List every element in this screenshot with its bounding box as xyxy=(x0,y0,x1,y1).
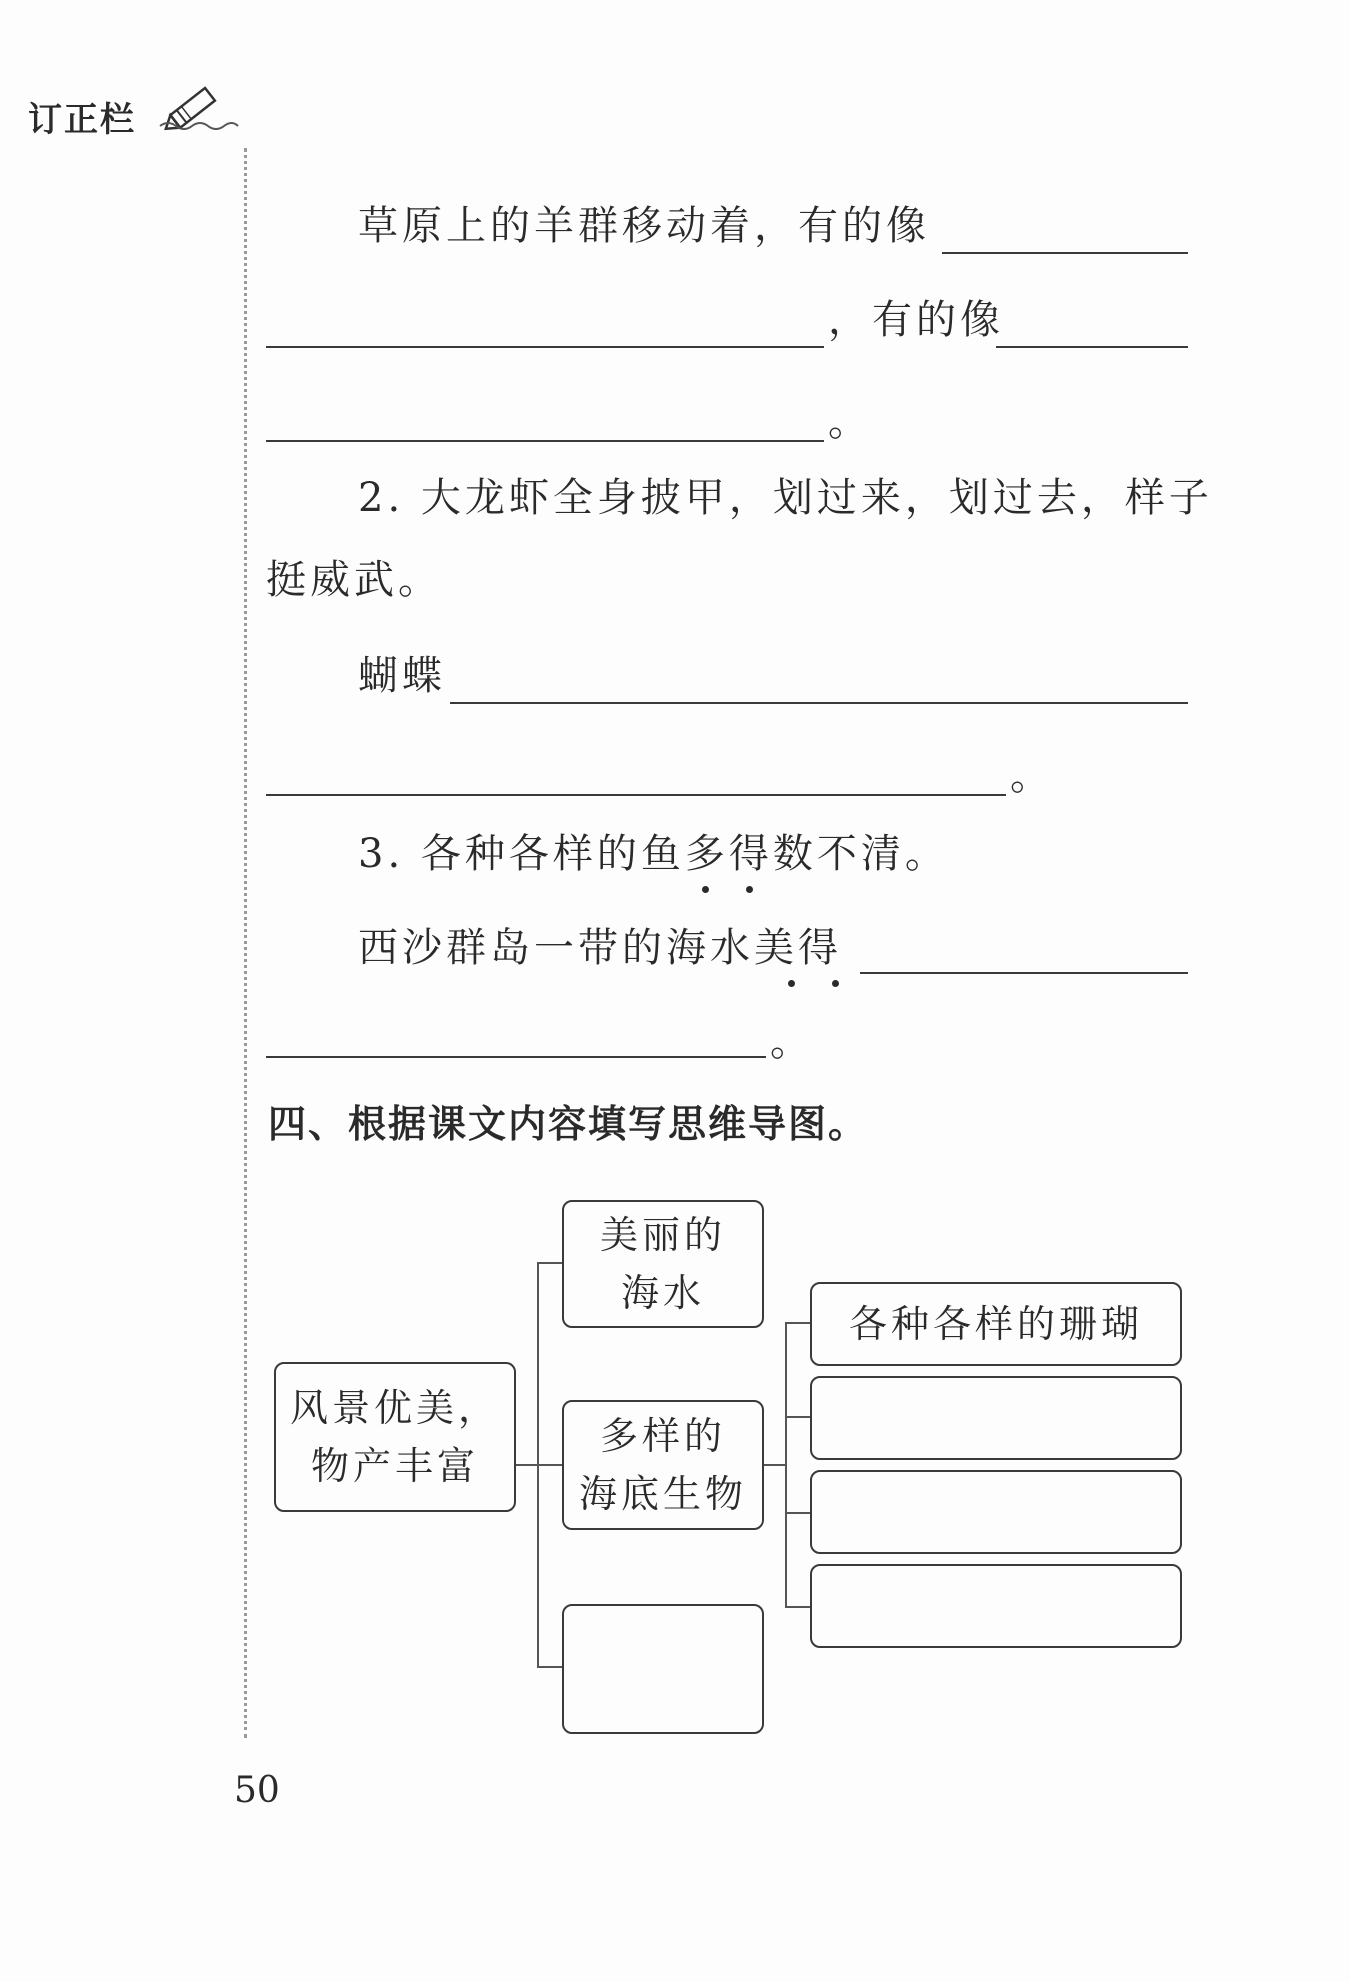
emphasis-dot xyxy=(746,886,753,893)
correction-margin-divider xyxy=(244,148,247,1738)
section4-heading: 四、根据课文内容填写思维导图。 xyxy=(268,1102,869,1146)
correction-column-title: 订正栏 xyxy=(28,100,136,140)
exercise2-answer-blank-1[interactable] xyxy=(450,702,1188,704)
connector-line xyxy=(785,1606,811,1608)
connector-line xyxy=(785,1322,787,1608)
exercise3-line1: 3. 各种各样的鱼多得数不清。 xyxy=(358,831,949,877)
connector-line xyxy=(785,1512,811,1514)
connector-line xyxy=(537,1464,563,1466)
mindmap-branch-creatures-box xyxy=(562,1400,764,1530)
exercise3-answer-prefix: 西沙群岛一带的海水美得 xyxy=(358,925,842,971)
page-number: 50 xyxy=(234,1770,280,1811)
emphasis-dot xyxy=(788,980,795,987)
connector-line xyxy=(785,1322,811,1324)
mindmap-leaf-blank-box-3[interactable] xyxy=(810,1564,1182,1648)
exercise2-line2: 挺威武。 xyxy=(266,557,442,603)
emphasis-dot xyxy=(832,980,839,987)
mindmap-root-line1: 风景优美， xyxy=(289,1386,500,1430)
mindmap-root-box xyxy=(274,1362,516,1512)
connector-line xyxy=(514,1464,538,1466)
exercise1-answer-blank-2[interactable] xyxy=(266,346,824,348)
pencil-icon xyxy=(150,76,240,136)
exercise3-answer-blank-1[interactable] xyxy=(860,972,1188,974)
mindmap-leaf-coral-label: 各种各样的珊瑚 xyxy=(848,1302,1143,1346)
exercise1-line2: ，有的像 xyxy=(828,297,1004,343)
exercise2-period: 。 xyxy=(1010,753,1054,799)
exercise1-answer-blank-4[interactable] xyxy=(266,440,824,442)
mindmap-root-line2: 物产丰富 xyxy=(310,1444,479,1488)
exercise2-answer-blank-2[interactable] xyxy=(266,794,1006,796)
mindmap-branch-creatures-line1: 多样的 xyxy=(599,1414,726,1458)
exercise2-line1: 2. 大龙虾全身披甲，划过来，划过去，样子 xyxy=(358,475,1213,521)
mindmap-branch-water-line2: 海水 xyxy=(620,1271,705,1315)
exercise1-line1: 草原上的羊群移动着，有的像 xyxy=(358,203,930,249)
exercise1-period: 。 xyxy=(828,399,872,445)
exercise1-answer-blank-3[interactable] xyxy=(996,346,1188,348)
mindmap-leaf-blank-box-1[interactable] xyxy=(810,1376,1182,1460)
exercise3-answer-blank-2[interactable] xyxy=(266,1056,766,1058)
mindmap-leaf-blank-box-2[interactable] xyxy=(810,1470,1182,1554)
exercise2-answer-prefix: 蝴蝶 xyxy=(358,653,446,699)
connector-line xyxy=(537,1262,563,1264)
connector-line xyxy=(537,1666,563,1668)
mindmap-branch-water-box xyxy=(562,1200,764,1328)
mindmap-leaf-coral-box xyxy=(810,1282,1182,1366)
mindmap-branch-creatures-line2: 海底生物 xyxy=(578,1472,747,1516)
connector-line xyxy=(785,1416,811,1418)
mindmap-branch-water-line1: 美丽的 xyxy=(599,1213,726,1257)
mindmap-branch-blank-box[interactable] xyxy=(562,1604,764,1734)
emphasis-dot xyxy=(702,886,709,893)
exercise3-period: 。 xyxy=(770,1019,814,1065)
connector-line xyxy=(762,1464,786,1466)
exercise1-answer-blank-1[interactable] xyxy=(942,252,1188,254)
